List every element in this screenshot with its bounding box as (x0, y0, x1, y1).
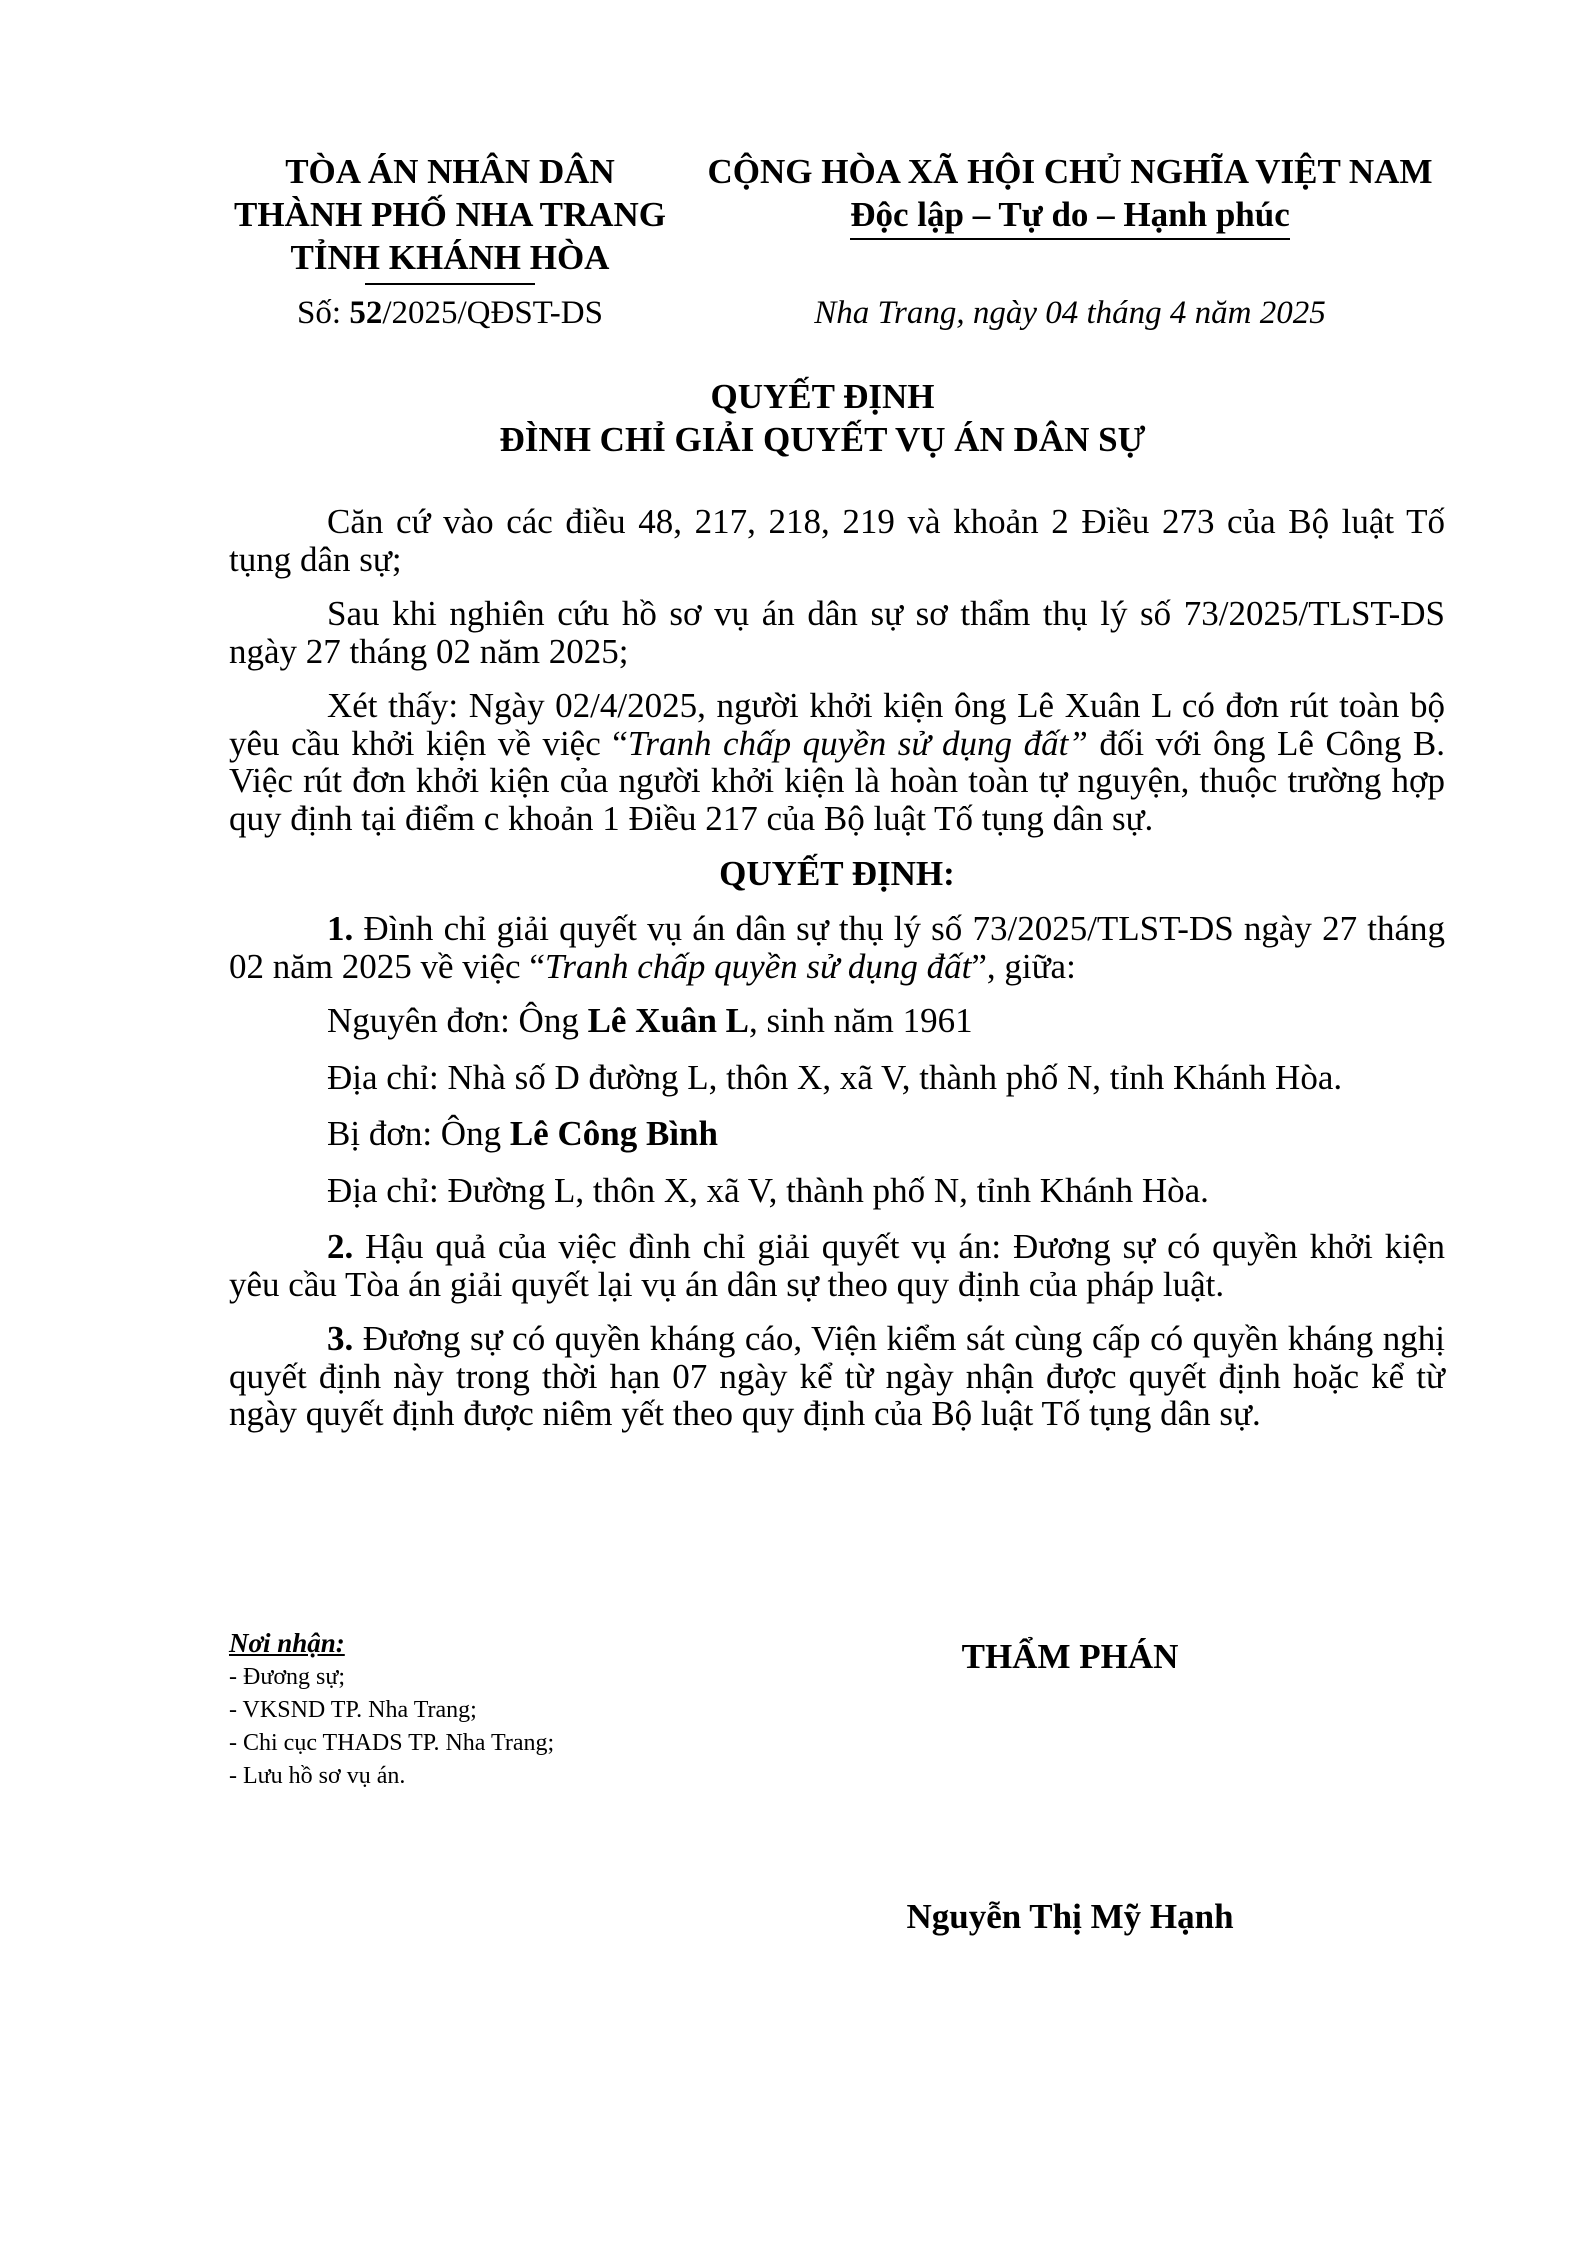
plaintiff-label: Nguyên đơn: Ông (327, 1001, 588, 1040)
signer-name: Nguyễn Thị Mỹ Hạnh (906, 1897, 1234, 1936)
item-1-text-a: Đình chỉ giải quyết vụ án dân sự thụ lý số 73/2025/TLST-DS ngày 27 tháng 02 năm 2025 về việc “ (229, 909, 1445, 986)
national-header (690, 150, 1450, 240)
item-2-number: 2. (327, 1227, 354, 1266)
decision-heading: QUYẾT ĐỊNH: (719, 854, 955, 893)
recipient-item: - Đương sự; (229, 1664, 346, 1690)
recipients-title: Nơi nhận: (229, 1628, 345, 1658)
consideration-text-b: đối với ông Lê Công B. Việc rút đơn khởi kiện của người khởi kiện là hoàn toàn tự nguyện, thuộc trường hợp quy định tại điểm c khoản 1 Điều 217 của Bộ luật Tố tụng dân sự. (229, 723, 1445, 838)
preamble-legal-basis: Căn cứ vào các điều 48, 217, 218, 219 và khoản 2 Điều 273 của Bộ luật Tố tụng dân sự; (229, 502, 1445, 579)
document-body (229, 503, 1445, 1450)
decision-item-1 (229, 910, 1445, 985)
plaintiff-address: Địa chỉ: Nhà số D đường L, thôn X, xã V, thành phố N, tỉnh Khánh Hòa. (327, 1057, 1343, 1097)
defendant-label: Bị đơn: Ông (327, 1114, 510, 1153)
court-header-rule (365, 283, 535, 285)
court-name-line-1: TÒA ÁN NHÂN DÂN (285, 152, 615, 191)
item-1-text-b: ”, giữa: (971, 946, 1076, 986)
decision-item-2 (229, 1228, 1445, 1303)
item-1-dispute-type: Tranh chấp quyền sử dụng đất (544, 946, 972, 986)
defendant-address: Địa chỉ: Đường L, thôn X, xã V, thành phố N, tỉnh Khánh Hòa. (327, 1170, 1209, 1210)
consideration-dispute-type: Tranh chấp quyền sử dụng đất” (627, 723, 1088, 763)
doc-no-prefix: Số: (297, 295, 350, 331)
plaintiff-name: Lê Xuân L (587, 1001, 750, 1040)
item-1-number: 1. (327, 909, 354, 948)
defendant-name: Lê Công Bình (509, 1114, 718, 1153)
recipient-item: - VKSND TP. Nha Trang; (229, 1697, 477, 1723)
title-line-2: ĐÌNH CHỈ GIẢI QUYẾT VỤ ÁN DÂN SỰ (499, 420, 1146, 459)
item-3-number: 3. (327, 1319, 354, 1358)
preamble-case-review: Sau khi nghiên cứu hồ sơ vụ án dân sự sơ thẩm thụ lý số 73/2025/TLST-DS ngày 27 tháng 02 năm 2025; (229, 594, 1445, 671)
document-title (200, 375, 1445, 461)
court-name-line-2: THÀNH PHỐ NHA TRANG (233, 195, 667, 234)
doc-no-suffix: /2025/QĐST-DS (382, 295, 603, 331)
title-line-1: QUYẾT ĐỊNH (710, 377, 935, 416)
item-2-text: Hậu quả của việc đình chỉ giải quyết vụ án: Đương sự có quyền khởi kiện yêu cầu Tòa án giải quyết lại vụ án dân sự theo quy định của pháp luật. (229, 1227, 1445, 1304)
consideration-text-a: Xét thấy: Ngày 02/4/2025, người khởi kiện ông Lê Xuân L có đơn rút toàn bộ yêu cầu khởi kiện về việc “ (229, 686, 1445, 763)
national-motto: Độc lập – Tự do – Hạnh phúc (850, 193, 1290, 240)
signer-role: THẨM PHÁN (961, 1637, 1179, 1676)
defendant-line (229, 1115, 1445, 1153)
recipients-block (229, 1625, 749, 1793)
country-name: CỘNG HÒA XÃ HỘI CHỦ NGHĨA VIỆT NAM (707, 152, 1433, 191)
doc-no-number: 52 (349, 295, 383, 331)
recipient-item: - Chi cục THADS TP. Nha Trang; (229, 1730, 555, 1756)
court-name-line-3: TỈNH KHÁNH HÒA (290, 238, 610, 277)
place-and-date: Nha Trang, ngày 04 tháng 4 năm 2025 (814, 295, 1326, 331)
item-3-text: Đương sự có quyền kháng cáo, Viện kiểm sát cùng cấp có quyền kháng nghị quyết định này trong thời hạn 07 ngày kể từ ngày nhận được quyết định hoặc kể từ ngày quyết định được niêm yết theo quy định của Bộ luật Tố tụng dân sự. (229, 1319, 1445, 1433)
recipient-item: - Lưu hồ sơ vụ án. (229, 1763, 406, 1789)
court-header (200, 150, 700, 285)
document-number (200, 293, 700, 333)
decision-item-3 (229, 1320, 1445, 1433)
plaintiff-line (229, 1002, 1445, 1040)
preamble-consideration (229, 687, 1445, 837)
plaintiff-birth: , sinh năm 1961 (749, 1001, 973, 1040)
